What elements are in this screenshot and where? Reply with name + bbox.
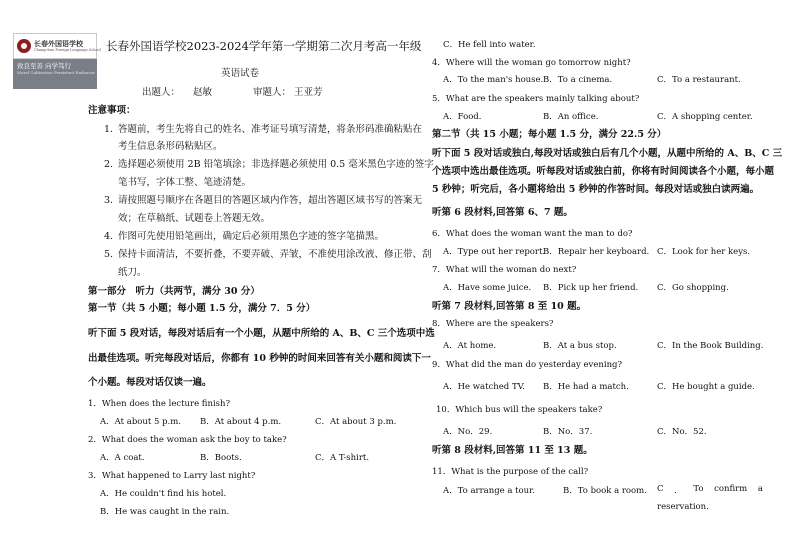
exam-title: 长春外国语学校2023-2024学年第一学期第二次月考高一年级 <box>106 39 422 53</box>
question-10: 10．Which bus will the speakers take? <box>436 405 603 415</box>
q5-option-c: C．A shopping center. <box>657 112 753 122</box>
q11-option-a: A．To arrange a tour. <box>443 486 535 496</box>
reviewer-name: 王亚芳 <box>294 87 323 98</box>
q4-option-b: B．To a cinema. <box>543 75 613 85</box>
setter-label: 出题人： <box>142 87 181 98</box>
material-8-heading: 听第 8 段材料,回答第 11 至 13 题。 <box>432 445 593 456</box>
note-5: 5. 保持卡面清洁，不要折叠，不要弄破、弄皱，不准使用涂改液、修正带、刮 <box>104 249 432 260</box>
logo-school-name: 长春外国语学校 <box>34 39 83 48</box>
q11-option-c: C ． To confirm a <box>657 484 763 496</box>
question-8: 8．Where are the speakers? <box>432 319 554 329</box>
q2-option-c: C．A T-shirt. <box>315 453 370 463</box>
section2-heading: 第二节（共 15 小题；每小题 1.5 分，满分 22.5 分） <box>432 129 667 140</box>
question-6: 6．What does the woman want the man to do? <box>432 229 633 239</box>
logo-motto-en: Moral Cultivation Persistent Endeavor <box>17 70 95 75</box>
q9-option-b: B．He had a match. <box>543 382 629 392</box>
q10-option-b: B．No．37. <box>543 427 593 437</box>
question-7: 7．What will the woman do next? <box>432 265 577 275</box>
question-2: 2．What does the woman ask the boy to take? <box>88 435 287 445</box>
part1-heading: 第一部分 听力（共两节，满分 30 分） <box>88 286 260 297</box>
q5-option-a: A．Food. <box>443 112 482 122</box>
q1-option-b: B．At about 4 p.m. <box>200 417 282 427</box>
school-seal-icon <box>17 39 31 53</box>
question-9: 9．What did the man do yesterday evening? <box>432 360 623 370</box>
question-11: 11．What is the purpose of the call? <box>432 467 589 477</box>
q6-option-a: A．Type out her report. <box>443 247 546 257</box>
notes-heading: 注意事项： <box>88 105 136 116</box>
q4-option-a: A．To the man's house. <box>443 75 544 85</box>
reviewer-line <box>253 84 323 98</box>
question-1: 1．When does the lecture finish? <box>88 399 231 409</box>
logo-banner <box>13 33 101 59</box>
note-5-cont: 纸刀。 <box>118 267 147 278</box>
section1-instr-1: 听下面 5 段对话，每段对话后有一个小题，从题中所给的 A、B、C 三个选项中选 <box>88 328 435 339</box>
logo-motto: 致良至善 向学笃行 <box>17 62 72 70</box>
question-5: 5．What are the speakers mainly talking about? <box>432 94 640 104</box>
q4-option-c: C．To a restaurant. <box>657 75 741 85</box>
note-2-cont: 笔书写，字体工整、笔迹清楚。 <box>118 177 252 188</box>
q7-option-a: A．Have some juice. <box>443 283 532 293</box>
section2-instr-2: 个选项中选出最佳选项。听每段对话或独白前，你将有时间阅读各个小题，每小题 <box>432 166 775 177</box>
note-2: 2. 选择题必须使用 2B 铅笔填涂；非选择题必须使用 0.5 毫米黑色字迹的签字 <box>104 159 434 170</box>
question-4: 4．Where will the woman go tomorrow night? <box>432 58 631 68</box>
q3-option-a: A．He couldn't find his hotel. <box>100 489 227 499</box>
section2-instr-1: 听下面 5 段对话或独白,每段对话或独白后有几个小题，从题中所给的 A、B、C 三 <box>432 148 783 159</box>
q9-option-c: C．He bought a guide. <box>657 382 755 392</box>
q6-option-b: B．Repair her keyboard. <box>543 247 650 257</box>
setter-line <box>142 84 212 98</box>
q8-option-c: C．In the Book Building. <box>657 341 764 351</box>
section1-heading: 第一节（共 5 小题；每小题 1.5 分，满分 7．5 分） <box>88 303 316 314</box>
q8-option-b: B．At a bus stop. <box>543 341 617 351</box>
q8-option-a: A．At home. <box>443 341 497 351</box>
school-logo <box>13 33 101 89</box>
setter-name: 赵敏 <box>193 87 213 98</box>
q7-option-c: C．Go shopping. <box>657 283 729 293</box>
note-3-cont: 效；在草稿纸、试题卷上答题无效。 <box>118 213 271 224</box>
note-4: 4. 作图可先使用铅笔画出，确定后必须用黑色字迹的签字笔描黑。 <box>104 231 385 242</box>
reviewer-label: 审题人： <box>253 87 292 98</box>
section1-instr-3: 个小题。每段对话仅读一遍。 <box>88 377 212 388</box>
q11-option-b: B．To book a room. <box>563 486 647 496</box>
section1-instr-2: 出最佳选项。听完每段对话后，你都有 10 秒钟的时间来回答有关小题和阅读下一 <box>88 353 431 364</box>
exam-subject: 英语试卷 <box>221 68 260 79</box>
logo-school-name-en: Changchun Foreign Language School <box>34 48 101 52</box>
question-3: 3．What happened to Larry last night? <box>88 471 256 481</box>
material-6-heading: 听第 6 段材料,回答第 6、7 题。 <box>432 207 573 218</box>
q3-option-c: C．He fell into water. <box>443 40 536 50</box>
note-3: 3. 请按照题号顺序在各题目的答题区域内作答，超出答题区域书写的答案无 <box>104 195 423 206</box>
q5-option-b: B．An office. <box>543 112 599 122</box>
q2-option-b: B．Boots. <box>200 453 242 463</box>
q11-option-c-cont: reservation. <box>657 502 709 512</box>
q9-option-a: A．He watched TV. <box>443 382 525 392</box>
q10-option-a: A．No．29. <box>443 427 493 437</box>
q7-option-b: B．Pick up her friend. <box>543 283 639 293</box>
q1-option-a: A．At about 5 p.m. <box>100 417 181 427</box>
logo-motto-band <box>13 59 97 89</box>
note-1-cont: 考生信息条形码粘贴区。 <box>118 141 223 152</box>
note-1: 1. 答题前，考生先将自己的姓名、准考证号填写清楚，将条形码准确粘贴在 <box>104 124 423 135</box>
q6-option-c: C．Look for her keys. <box>657 247 751 257</box>
q1-option-c: C．At about 3 p.m. <box>315 417 397 427</box>
q3-option-b: B．He was caught in the rain. <box>100 507 230 517</box>
q2-option-a: A．A coat. <box>100 453 145 463</box>
material-7-heading: 听第 7 段材料,回答第 8 至 10 题。 <box>432 301 587 312</box>
q10-option-c: C．No．52. <box>657 427 707 437</box>
section2-instr-3: 5 秒钟；听完后，各小题将给出 5 秒钟的作答时间。每段对话或独白读两遍。 <box>432 184 760 195</box>
